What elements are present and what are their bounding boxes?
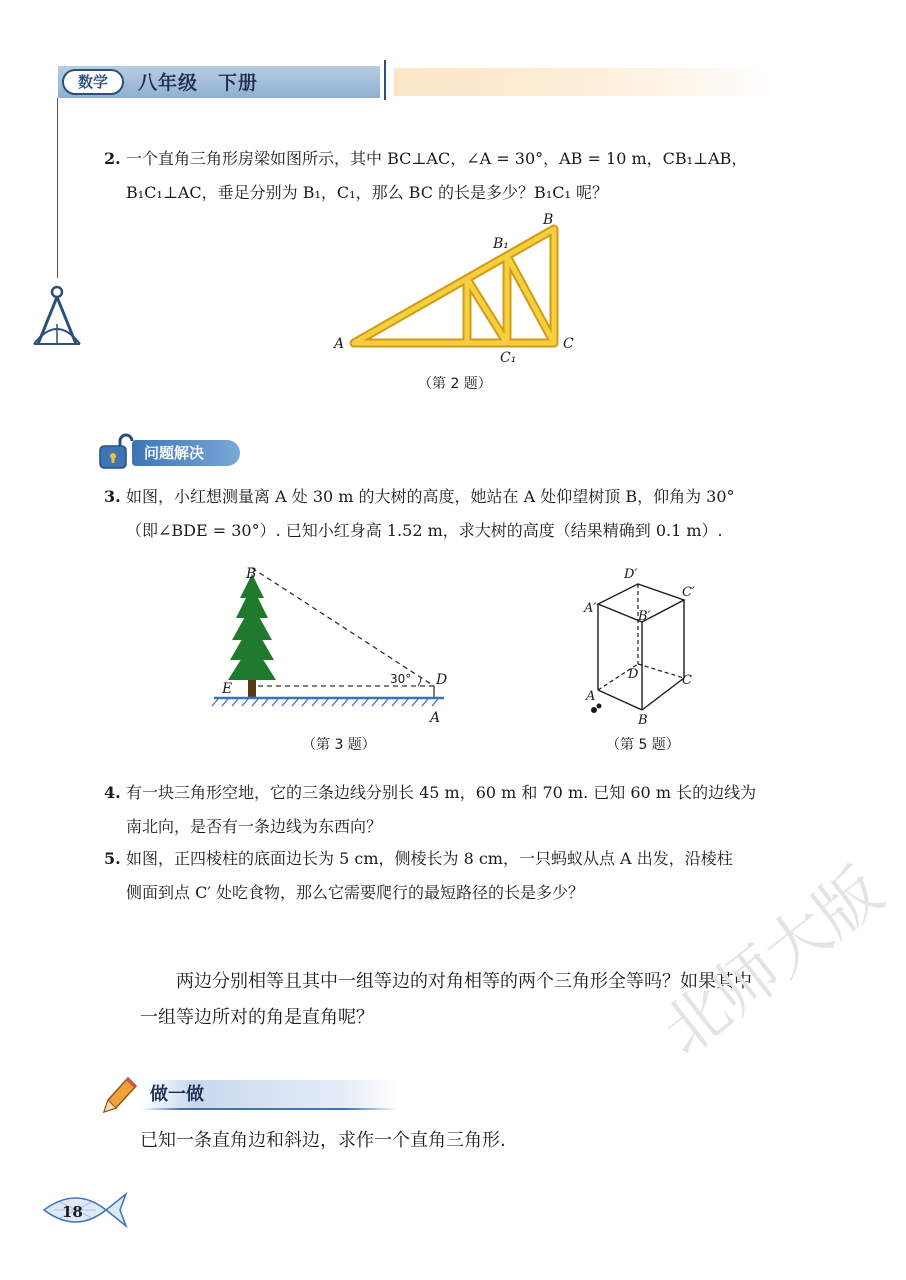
problem-2 (104, 142, 820, 210)
problem-3-line1: 如图，小红想测量离 A 处 30 m 的大树的高度，她站在 A 处仰望树顶 B，仰角为 30° (126, 487, 735, 506)
problem-3-line2: （即∠BDE = 30°）. 已知小红身高 1.52 m，求大树的高度（结果精确到 0.1 m）. (126, 521, 723, 540)
problem-2-number: 2. (104, 149, 121, 168)
fig3-angle-label: 30° (390, 672, 412, 686)
do-it-underline (142, 1108, 398, 1110)
problem-4-line1: 有一块三角形空地，它的三条边线分别长 45 m，60 m 和 70 m. 已知 60 m 长的边线为 (126, 783, 757, 802)
figure-prism (578, 560, 708, 730)
problem-3-number: 3. (104, 487, 121, 506)
header-decoration (394, 68, 774, 96)
fig5-label-B-prime: B′ (638, 609, 651, 624)
caption-problem-3: （第 3 题） (302, 737, 376, 753)
fig5-label-D-prime: D′ (624, 567, 638, 582)
problem-5 (104, 842, 820, 910)
problem-2-line2: B₁C₁⊥AC，垂足分别为 B₁，C₁，那么 BC 的长是多少？B₁C₁ 呢？ (126, 183, 608, 202)
section-problem-solving: 问题解决 (132, 440, 240, 466)
label-B: B (543, 212, 554, 228)
problem-4-line2: 南北向，是否有一条边线为东西向？ (126, 817, 383, 836)
problem-5-line2: 侧面到点 C′ 处吃食物，那么它需要爬行的最短路径的长是多少？ (126, 883, 585, 902)
problem-4-number: 4. (104, 783, 121, 802)
unlock-icon (98, 432, 134, 472)
fig5-label-D: D (628, 667, 639, 682)
pencil-icon (98, 1072, 140, 1116)
header-separator (384, 60, 386, 100)
think-line2: 一组等边所对的角是直角呢？ (140, 1007, 374, 1028)
compass-icon (30, 284, 84, 350)
do-it-label: 做一做 (150, 1084, 204, 1105)
fig5-label-C: C (682, 673, 692, 688)
label-B1: B₁ (493, 236, 509, 252)
label-C1: C₁ (500, 350, 517, 366)
publisher-watermark: 北师大版 (649, 854, 897, 1071)
think-line1: 两边分别相等且其中一组等边的对角相等的两个三角形全等吗？如果其中 (176, 971, 752, 992)
problem-4 (104, 776, 820, 844)
problem-2-line1: 一个直角三角形房梁如图所示，其中 BC⊥AC，∠A = 30°，AB = 10 m，CB₁⊥AB， (126, 149, 748, 168)
fig3-label-A: A (430, 710, 441, 726)
subject-badge: 数学 (62, 69, 124, 95)
grade-volume-title: 八年级 下册 (138, 72, 259, 94)
page-number: 18 (62, 1203, 83, 1221)
fig5-label-A-prime: A′ (584, 601, 597, 616)
fig5-label-B: B (638, 713, 648, 728)
label-A: A (334, 336, 345, 352)
fig3-label-B: B (246, 566, 257, 582)
problem-5-number: 5. (104, 849, 121, 868)
fish-icon (40, 1186, 130, 1232)
fig5-label-C-prime: C′ (682, 585, 695, 600)
fig5-label-A: A (586, 689, 596, 704)
do-it-text: 已知一条直角边和斜边，求作一个直角三角形. (140, 1130, 506, 1151)
figure-roof-beam (320, 206, 600, 376)
figure-tree-elevation (208, 560, 458, 730)
fig3-label-E: E (222, 681, 233, 697)
caption-problem-5: （第 5 题） (606, 737, 680, 753)
problem-3 (104, 480, 820, 548)
ant-icon (591, 707, 597, 713)
problem-5-line1: 如图，正四棱柱的底面边长为 5 cm，侧棱长为 8 cm，一只蚂蚁从点 A 出发，沿棱柱 (126, 849, 733, 868)
fig3-label-D: D (436, 672, 448, 688)
margin-rule (57, 98, 58, 278)
label-C: C (563, 336, 574, 352)
caption-problem-2: （第 2 题） (418, 376, 492, 392)
